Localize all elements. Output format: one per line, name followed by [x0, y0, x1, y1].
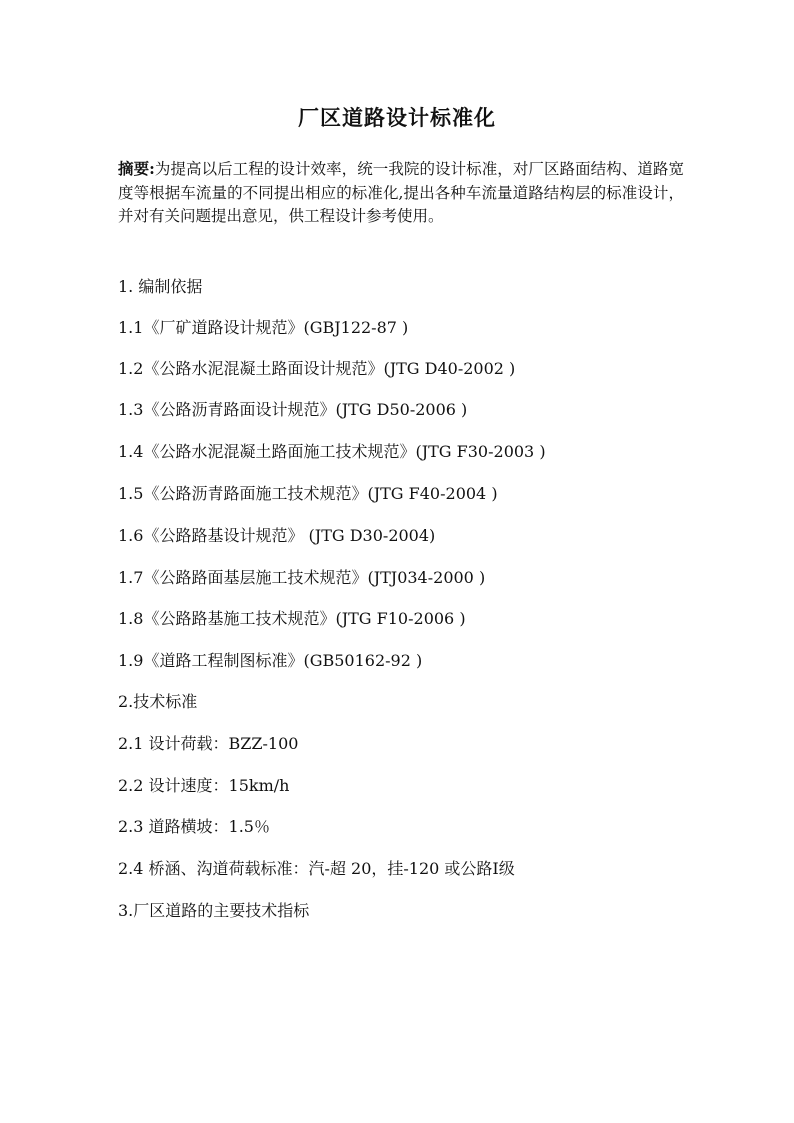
reference-item: 1.1《厂矿道路设计规范》(GBJ122-87 ) [118, 318, 409, 337]
abstract-paragraph [118, 157, 684, 229]
reference-item: 1.6《公路路基设计规范》 (JTG D30-2004) [118, 526, 436, 545]
section-heading-basis: 1. 编制依据 [118, 277, 203, 296]
abstract-text: 为提高以后工程的设计效率，统一我院的设计标准，对厂区路面结构、道路宽度等根据车流量的不同提出相应的标准化,提出各种车流量道路结构层的标准设计，并对有关问题提出意见，供工程设计参考使用。 [118, 160, 684, 225]
standard-item: 2.3 道路横坡：1.5％ [118, 817, 270, 836]
section-heading-standards: 2.技术标准 [118, 692, 198, 711]
section-heading-indicators: 3.厂区道路的主要技术指标 [118, 901, 310, 920]
standard-item: 2.2 设计速度：15km/h [118, 776, 290, 795]
reference-item: 1.3《公路沥青路面设计规范》(JTG D50-2006 ) [118, 400, 468, 419]
abstract-label: 摘要: [118, 159, 155, 178]
reference-item: 1.7《公路路面基层施工技术规范》(JTJ034-2000 ) [118, 568, 486, 587]
reference-item: 1.4《公路水泥混凝土路面施工技术规范》(JTG F30-2003 ) [118, 442, 546, 461]
standard-item: 2.4 桥涵、沟道荷载标准：汽-超 20，挂-120 或公路Ⅰ级 [118, 859, 515, 878]
document-title: 厂区道路设计标准化 [298, 105, 496, 130]
reference-item: 1.9《道路工程制图标准》(GB50162-92 ) [118, 651, 423, 670]
standard-item: 2.1 设计荷载：BZZ-100 [118, 734, 299, 753]
reference-item: 1.5《公路沥青路面施工技术规范》(JTG F40-2004 ) [118, 484, 498, 503]
reference-item: 1.2《公路水泥混凝土路面设计规范》(JTG D40-2002 ) [118, 359, 516, 378]
reference-item: 1.8《公路路基施工技术规范》(JTG F10-2006 ) [118, 609, 466, 628]
